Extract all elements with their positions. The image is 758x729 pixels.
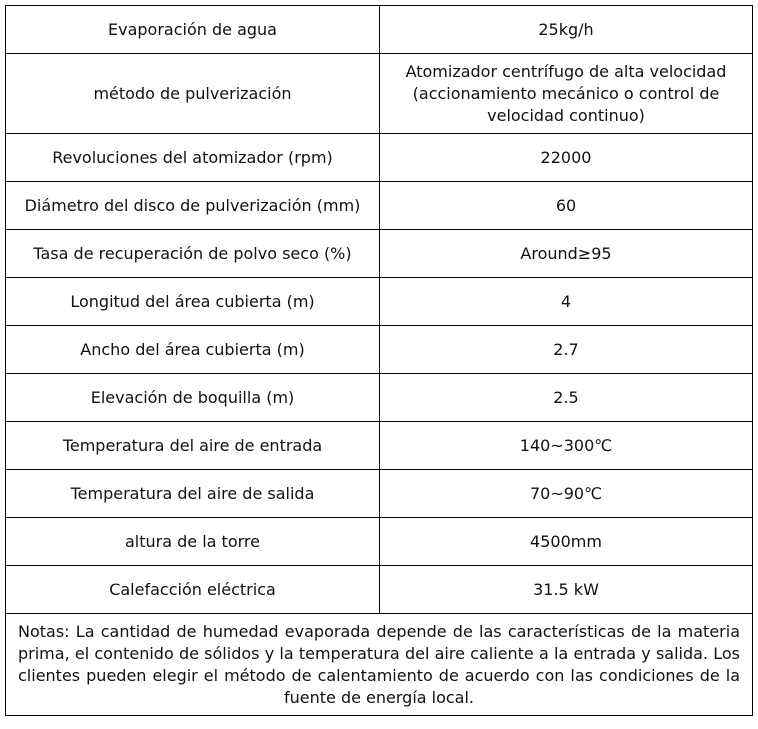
spec-table xyxy=(5,5,753,716)
row-value: 31.5 kW xyxy=(380,566,753,614)
row-label: Tasa de recuperación de polvo seco (%) xyxy=(6,230,380,278)
row-value: 2.5 xyxy=(380,374,753,422)
row-value: 4500mm xyxy=(380,518,753,566)
row-label: Revoluciones del atomizador (rpm) xyxy=(6,134,380,182)
table-row xyxy=(6,134,753,182)
spec-table-body xyxy=(6,6,753,716)
table-row xyxy=(6,422,753,470)
row-label: Temperatura del aire de salida xyxy=(6,470,380,518)
row-value: Around≥95 xyxy=(380,230,753,278)
table-row xyxy=(6,326,753,374)
table-row xyxy=(6,6,753,54)
table-row xyxy=(6,470,753,518)
row-label: Calefacción eléctrica xyxy=(6,566,380,614)
notes-text: Notas: La cantidad de humedad evaporada depende de las características de la materia prima, el contenido de sólidos y la temperatura del aire caliente a la entrada y salida. Los clientes pueden elegir el método de calentamiento de acuerdo con las condiciones de la fuente de energía local. xyxy=(6,614,753,716)
row-label: Elevación de boquilla (m) xyxy=(6,374,380,422)
row-label: método de pulverización xyxy=(6,54,380,134)
row-label: Diámetro del disco de pulverización (mm) xyxy=(6,182,380,230)
table-row xyxy=(6,518,753,566)
table-row xyxy=(6,566,753,614)
row-value: 140~300℃ xyxy=(380,422,753,470)
table-row xyxy=(6,54,753,134)
row-value: 70~90℃ xyxy=(380,470,753,518)
row-label: Longitud del área cubierta (m) xyxy=(6,278,380,326)
row-value: 2.7 xyxy=(380,326,753,374)
row-label: Evaporación de agua xyxy=(6,6,380,54)
table-row xyxy=(6,182,753,230)
row-value: 22000 xyxy=(380,134,753,182)
row-value: 25kg/h xyxy=(380,6,753,54)
table-row xyxy=(6,278,753,326)
row-label: Ancho del área cubierta (m) xyxy=(6,326,380,374)
row-value: 4 xyxy=(380,278,753,326)
row-value: 60 xyxy=(380,182,753,230)
notes-row xyxy=(6,614,753,716)
table-row xyxy=(6,230,753,278)
row-value: Atomizador centrífugo de alta velocidad (accionamiento mecánico o control de velocidad continuo) xyxy=(380,54,753,134)
row-label: Temperatura del aire de entrada xyxy=(6,422,380,470)
row-label: altura de la torre xyxy=(6,518,380,566)
table-row xyxy=(6,374,753,422)
